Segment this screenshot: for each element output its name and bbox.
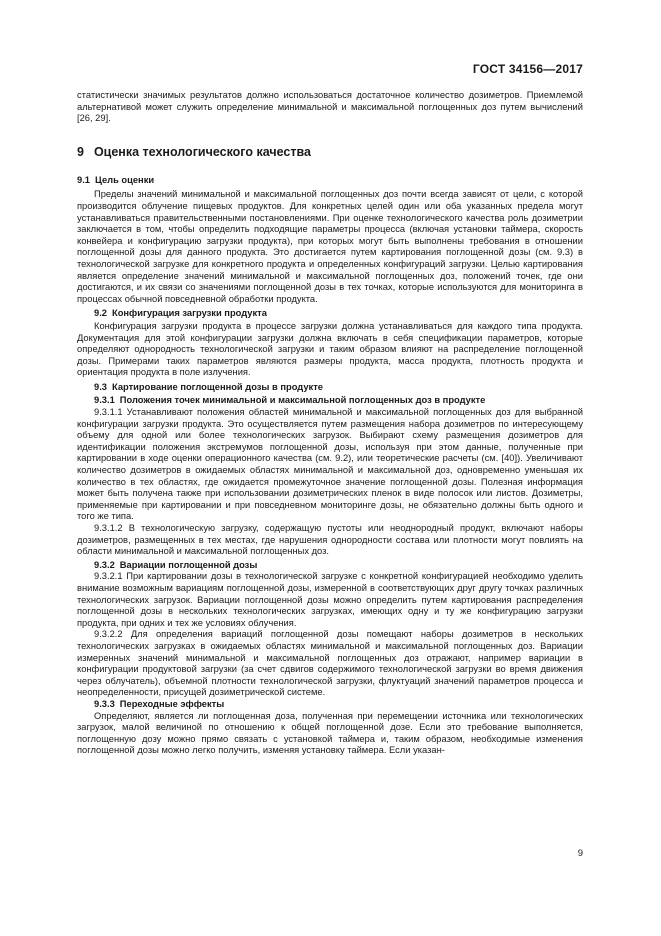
page-number: 9 xyxy=(577,848,583,859)
subsection-title: Картирование поглощенной дозы в продукте xyxy=(112,381,323,392)
paragraph-9-1: Пределы значений минимальной и максимальной поглощенных доз почти всегда зависят от цели, с которой производится облучение пищевых продуктов. Для конкретных целей один или оба указанных предела могут устанавливаться правительственными постановлениями. При оценке технологического качества роль дозиметрии заключается в том, чтобы определить подходящие параметры процесса (включая установки таймера, скорость конвейера и конфигурацию загрузки продукта), при которых могут быть выполнены требования в отношении поглощенной дозы для данного продукта. Это достигается путем картирования поглощенной дозы (см. 9.3) в технологической загрузке для конкретного продукта и определенных конфигураций загрузки. Целью картирования является определение значений минимальной и максимальной поглощенных доз, положений точек, где они достигаются, и их связи со значениями поглощенной дозы в тех точках, которые используются для мониторинга в процессах обычной повседневной обработки продукта. xyxy=(77,189,583,304)
subsection-title: Конфигурация загрузки продукта xyxy=(112,308,267,319)
subsection-title: Вариации поглощенной дозы xyxy=(119,559,258,570)
subsection-title: Переходные эффекты xyxy=(119,698,225,709)
paragraph-9-3-3: Определяют, является ли поглощенная доза, полученная при перемещении источника или технологических загрузок, малой величиной по отношению к общей поглощенной дозе. Если это требование выполняется, поглощенную дозу можно прямо связать с установкой таймера и, таким образом, необходимые изменения поглощенной дозы можно легко получить, изменяя установку таймера. Если указан- xyxy=(77,710,583,756)
paragraph-9-3-2-1: 9.3.2.1 При картировании дозы в технологической загрузке с конкретной конфигурацией необходимо уделить внимание возможным вариациям поглощенной дозы, измеренной в соответствующих друг другу точках различных технологических загрузок. Вариации поглощенной дозы можно определить путем картирования распределения поглощенной дозы в нескольких технологических загрузках, имеющих одну и ту же конфигурацию загрузки продукта, при одних и тех же условиях облучения. xyxy=(77,571,583,628)
subsection-9-3-2-heading xyxy=(77,560,583,572)
section-9-heading xyxy=(77,145,583,159)
subsection-number: 9.3.1 xyxy=(94,395,115,406)
subsection-9-3-heading xyxy=(77,382,583,394)
paragraph-9-3-2-2: 9.3.2.2 Для определения вариаций поглощенной дозы помещают наборы дозиметров в нескольких технологических загрузках в ожидаемых областях минимальной и максимальной поглощенных доз. Вариации измеренных значений минимальной и максимальной поглощенных доз отражают, например вариации в конфигурации продуктовой загрузки (за счет сдвигов содержимого технологической загрузки во время движения через облучатель), объемной плотности технологической загрузки, флуктуаций значений параметров процесса и неопределенности, присущей дозиметрической системе. xyxy=(77,629,583,698)
intro-paragraph: статистически значимых результатов должно использоваться достаточное количество дозиметров. Приемлемой альтернативой может служить определение минимальной и максимальной поглощенных доз путем вычислений [26, 29]. xyxy=(77,90,583,124)
paragraph-9-3-1-1: 9.3.1.1 Устанавливают положения областей минимальной и максимальной поглощенных доз для выбранной конфигурации загрузки продукта. Это осуществляется путем размещения набора дозиметров по интересующему объему для одной или более технологических загрузок. Выбирают схему размещения дозиметров для идентификации положения экстремумов поглощенной дозы, используя при этом данные, полученные при картировании в ходе оценки операционного качества (см. 9.2), или теоретические расчеты (см. [40]). Увеличивают количество дозиметров в ожидаемых областях минимальной и максимальной доз, одновременно уменьшая их количество в тех областях, где ожидается промежуточное значение поглощенной дозы. Полезная информация может быть получена также при использовании дозиметрических пленок в виде полосок или листов. Дозиметры, применяемые при картировании и при повседневном мониторинге дозы, не обязательно должны быть одного и того же типа. xyxy=(77,407,583,522)
subsection-number: 9.3.3 xyxy=(94,698,115,709)
subsection-9-3-1-heading xyxy=(77,395,583,407)
subsection-number: 9.1 xyxy=(77,174,90,185)
subsection-9-3-3-heading xyxy=(77,699,583,711)
subsection-number: 9.3 xyxy=(94,381,107,392)
subsection-title: Цель оценки xyxy=(95,174,155,185)
page-body xyxy=(77,90,583,757)
subsection-number: 9.3.2 xyxy=(94,559,115,570)
subsection-9-2-heading xyxy=(77,308,583,320)
document-code: ГОСТ 34156—2017 xyxy=(472,62,583,76)
paragraph-9-2: Конфигурация загрузки продукта в процессе загрузки должна устанавливаться для каждого типа продукта. Документация для этой конфигурации загрузки должна включать в себя спецификации параметров, которые определяют однородность технологической загрузки и таким образом влияют на распределение поглощенной дозы. Примерами таких параметров являются размеры продукта, масса продукта, плотность продукта и ориентация продукта в поле излучения. xyxy=(77,320,583,378)
subsection-number: 9.2 xyxy=(94,308,107,319)
section-title: Оценка технологического качества xyxy=(93,144,311,159)
paragraph-9-3-1-2: 9.3.1.2 В технологическую загрузку, содержащую пустоты или неоднородный продукт, включают наборы дозиметров, размещенных в тех местах, где нарушения однородности состава или плотности могут повлиять на области минимальной и максимальной поглощенных доз. xyxy=(77,523,583,557)
subsection-title: Положения точек минимальной и максимальной поглощенных доз в продукте xyxy=(119,395,486,406)
subsection-9-1-heading xyxy=(77,175,583,187)
section-number: 9 xyxy=(77,144,84,159)
